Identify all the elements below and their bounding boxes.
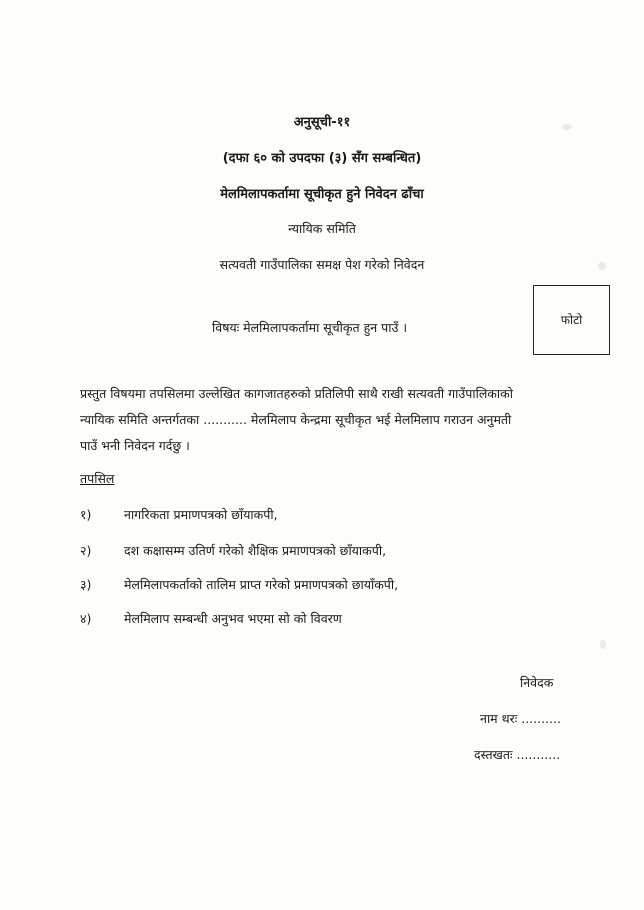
details-heading: तपसिल xyxy=(80,471,115,486)
addressed-to: सत्यवती गाउँपालिका समक्ष पेश गरेको निवेदन xyxy=(219,257,425,272)
list-text: नागरिकता प्रमाणपत्रको छाँयाकपी, xyxy=(124,507,278,522)
scan-smudge xyxy=(600,640,606,649)
photo-box xyxy=(533,285,610,355)
photo-label: फोटो xyxy=(560,313,583,327)
applicant-label: निवेदक xyxy=(520,675,554,690)
body-line: न्यायिक समिति अन्तर्गतका ........... मेलमिलाप केन्द्रमा सूचीकृत भई मेलमिलाप गराउन अनुमती xyxy=(80,412,512,427)
schedule-title: अनुसूची-११ xyxy=(293,115,351,130)
list-text: मेलमिलापकर्ताको तालिम प्राप्त गरेको प्रमाणपत्रको छायाँकपी, xyxy=(124,577,399,592)
list-item xyxy=(80,542,386,559)
list-number: ३) xyxy=(80,577,92,592)
scan-smudge xyxy=(598,262,606,270)
section-reference: (दफा ६० को उपदफा (३) सँग सम्बन्धित) xyxy=(222,151,422,166)
list-item xyxy=(80,506,278,523)
name-line: नाम थरः .......... xyxy=(480,711,561,726)
list-item xyxy=(80,610,342,627)
scan-smudge xyxy=(562,124,572,130)
body-paragraph xyxy=(80,381,578,459)
body-line: पाउँ भनी निवेदन गर्दछु । xyxy=(80,438,190,453)
body-line: प्रस्तुत विषयमा तपसिलमा उल्लेखित कागजातहरुको प्रतिलिपी साथै राखी सत्यवती गाउँपालिकाको xyxy=(80,386,513,401)
list-number: १) xyxy=(80,507,92,522)
subject-line: विषयः मेलमिलापकर्तामा सूचीकृत हुन पाउँ । xyxy=(212,320,408,335)
form-title: मेलमिलापकर्तामा सूचीकृत हुने निवेदन ढाँचा xyxy=(220,187,424,202)
list-text: दश कक्षासम्म उतिर्ण गरेको शैक्षिक प्रमाणपत्रको छाँयाकपी, xyxy=(124,543,387,558)
list-item xyxy=(80,576,398,593)
list-text: मेलमिलाप सम्बन्धी अनुभव भएमा सो को विवरण xyxy=(124,611,342,626)
committee-name: न्यायिक समिति xyxy=(288,221,356,236)
signature-line: दस्तखतः ........... xyxy=(474,747,561,762)
list-number: २) xyxy=(80,543,92,558)
list-number: ४) xyxy=(80,611,92,626)
